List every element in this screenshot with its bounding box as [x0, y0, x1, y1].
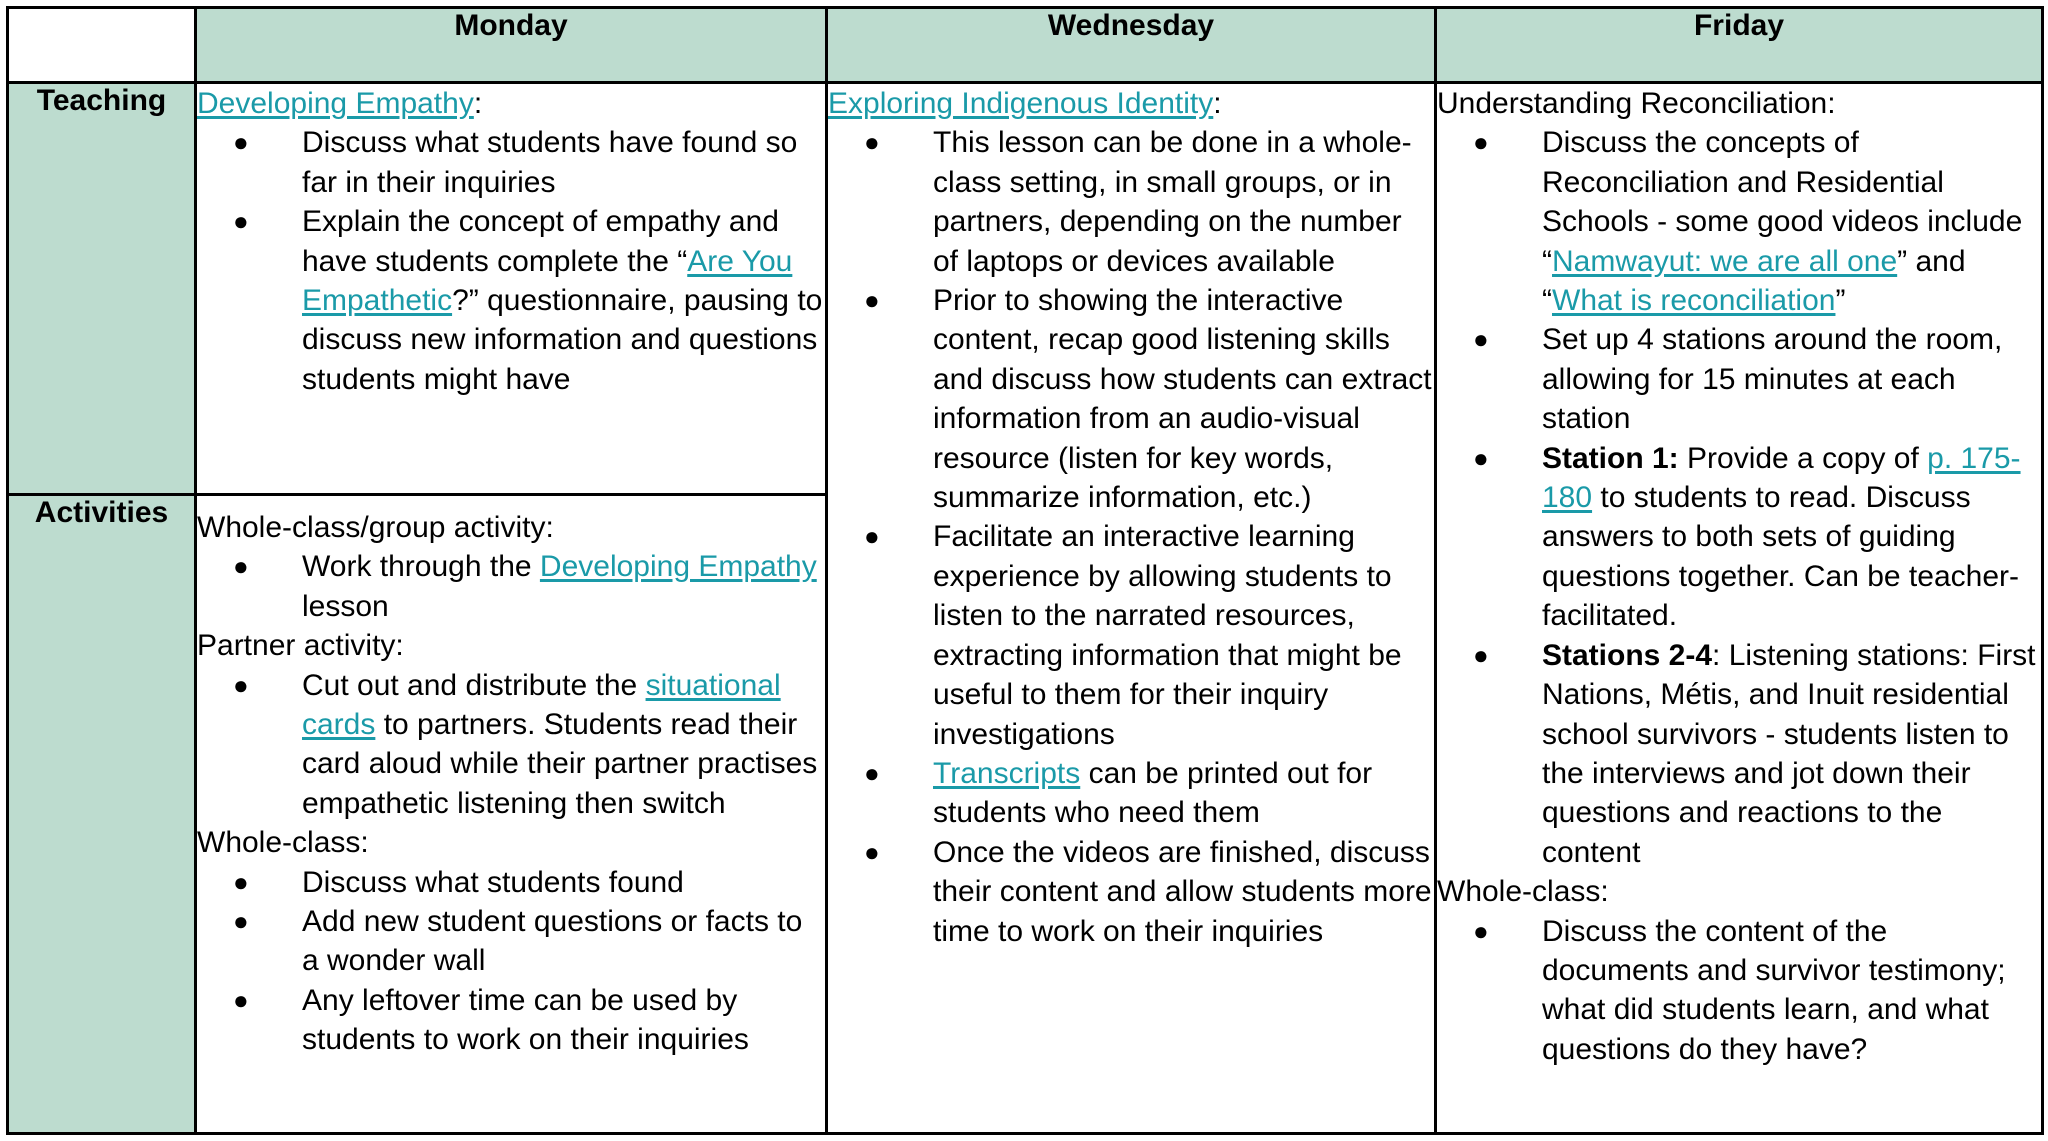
list-item	[1437, 912, 2041, 1070]
wednesday-list	[828, 123, 1434, 951]
monday-teaching-list	[197, 123, 825, 399]
bullet-icon: ●	[233, 866, 249, 897]
pages-175-180-link[interactable]: p. 175-180	[1542, 441, 2021, 515]
list-item	[828, 281, 1434, 517]
bullet-icon: ●	[233, 984, 249, 1015]
corner-cell	[8, 8, 196, 83]
developing-empathy-lesson-link[interactable]: Developing Empathy	[539, 550, 817, 584]
list-item-text: Facilitate an interactive learning experience by allowing students to listen to the narrated resources, extracting information that might be useful to them for their inquiry investigations	[933, 520, 1402, 751]
bullet-icon: ●	[1473, 324, 1489, 355]
list-item	[197, 666, 825, 824]
bullet-icon: ●	[864, 836, 880, 867]
list-item-text: This lesson can be done in a whole-class setting, in small groups, or in partners, depending on the number of laptops or devices available	[933, 126, 1412, 278]
developing-empathy-link[interactable]: Developing Empathy	[197, 87, 474, 120]
list-item-text: Discuss the content of the documents and survivor testimony; what did students learn, and what questions do they have?	[1542, 914, 2006, 1066]
bullet-icon: ●	[233, 206, 249, 237]
list-item-text: Any leftover time can be used by students to work on their inquiries	[302, 983, 749, 1057]
list-item	[1437, 123, 2041, 320]
activities-partner-list	[197, 666, 825, 824]
list-item	[197, 981, 825, 1060]
bullet-icon: ●	[864, 521, 880, 552]
bullet-icon: ●	[233, 906, 249, 937]
row-label-teaching: Teaching	[8, 83, 196, 495]
list-item-text: ”	[1835, 284, 1846, 318]
list-item	[828, 833, 1434, 951]
row-label-activities: Activities	[8, 495, 196, 1134]
list-item-text: : Listening stations: First Nations, Métis, and Inuit residential school survivors - students listen to the interviews and jot down their questions and reactions to the content	[1542, 638, 2036, 869]
list-item	[1437, 439, 2041, 636]
friday-title: Understanding Reconciliation:	[1437, 87, 1836, 120]
friday-list	[1437, 123, 2041, 872]
header-row	[8, 8, 2043, 83]
list-item-text: Once the videos are finished, discuss their content and allow students more time to work on their inquiries	[933, 835, 1432, 948]
title-colon: :	[473, 87, 483, 120]
activities-heading-group: Whole-class/group activity:	[197, 511, 554, 544]
list-item-text: can be printed out for students who need them	[933, 756, 1373, 830]
bullet-icon: ●	[233, 127, 249, 158]
list-item-text: Explain the concept of empathy and have students complete the “	[302, 205, 779, 278]
list-item	[828, 517, 1434, 753]
list-item	[197, 123, 825, 202]
monday-teaching-cell	[196, 83, 827, 495]
are-you-empathetic-link[interactable]: Are You Empathetic	[302, 244, 793, 318]
bullet-icon: ●	[864, 127, 880, 158]
situational-cards-link[interactable]: situational cards	[302, 668, 781, 742]
list-item-text: to partners. Students read their card aloud while their partner practises empathetic listening then switch	[302, 708, 818, 820]
bullet-icon: ●	[233, 669, 249, 700]
list-item	[828, 123, 1434, 281]
list-item-text: Add new student questions or facts to a wonder wall	[302, 905, 803, 978]
list-item-text: Cut out and distribute the	[302, 668, 646, 702]
bullet-icon: ●	[1473, 915, 1489, 946]
header-monday: Monday	[196, 8, 827, 83]
list-item-text: ?” questionnaire, pausing to discuss new information and questions students might have	[302, 284, 823, 396]
list-item-text: Discuss what students have found so far in their inquiries	[302, 126, 798, 199]
list-item-text: Discuss the concepts of Reconciliation and Residential Schools - some good videos include “	[1542, 126, 2023, 278]
list-item-text: ” and “	[1542, 244, 1966, 318]
bullet-icon: ●	[864, 285, 880, 316]
teaching-row	[8, 83, 2043, 495]
bullet-icon: ●	[1473, 639, 1489, 670]
lesson-plan-table	[6, 6, 2044, 1135]
list-item	[197, 202, 825, 399]
activities-whole-class-list	[197, 863, 825, 1060]
list-item	[1437, 636, 2041, 872]
friday-whole-class-heading: Whole-class:	[1437, 875, 1609, 909]
list-item	[197, 863, 825, 902]
friday-cell	[1436, 83, 2043, 1134]
list-item	[1437, 320, 2041, 438]
title-colon: :	[1213, 87, 1222, 120]
bullet-icon: ●	[233, 551, 249, 582]
list-item-text: to students to read. Discuss answers to both sets of guiding questions together. Can be teacher-facilitated.	[1542, 481, 2019, 633]
list-item	[197, 547, 825, 626]
list-item-text: lesson	[302, 589, 389, 623]
activities-group-list	[197, 547, 825, 626]
monday-teaching-title	[197, 84, 825, 123]
list-item-text: Set up 4 stations around the room, allowing for 15 minutes at each station	[1542, 323, 2003, 436]
list-item-text: Work through the	[302, 550, 540, 584]
bullet-icon: ●	[1473, 127, 1489, 158]
transcripts-link[interactable]: Transcripts	[933, 756, 1081, 790]
bullet-icon: ●	[1473, 442, 1489, 473]
list-item-text: Provide a copy of	[1678, 441, 1928, 475]
activities-heading-whole-class: Whole-class:	[197, 826, 369, 860]
monday-activities-cell	[196, 495, 827, 1134]
exploring-indigenous-identity-link[interactable]: Exploring Indigenous Identity	[828, 87, 1214, 120]
header-wednesday: Wednesday	[827, 8, 1436, 83]
list-item	[197, 902, 825, 981]
wednesday-title	[828, 84, 1434, 123]
list-item-text: Prior to showing the interactive content, recap good listening skills and discuss how students can extract information from an audio-visual resource (listen for key words, summarize information, etc.)	[933, 284, 1432, 515]
wednesday-cell	[827, 83, 1436, 1134]
friday-whole-class-list	[1437, 912, 2041, 1070]
station-1-label: Station 1:	[1542, 441, 1679, 475]
list-item	[828, 754, 1434, 833]
what-is-reconciliation-link[interactable]: What is reconciliation	[1552, 284, 1836, 318]
activities-heading-partner: Partner activity:	[197, 629, 404, 663]
header-friday: Friday	[1436, 8, 2043, 83]
bullet-icon: ●	[864, 757, 880, 788]
namwayut-link[interactable]: Namwayut: we are all one	[1552, 244, 1898, 278]
stations-2-4-label: Stations 2-4	[1542, 638, 1713, 672]
list-item-text: Discuss what students found	[302, 865, 684, 899]
